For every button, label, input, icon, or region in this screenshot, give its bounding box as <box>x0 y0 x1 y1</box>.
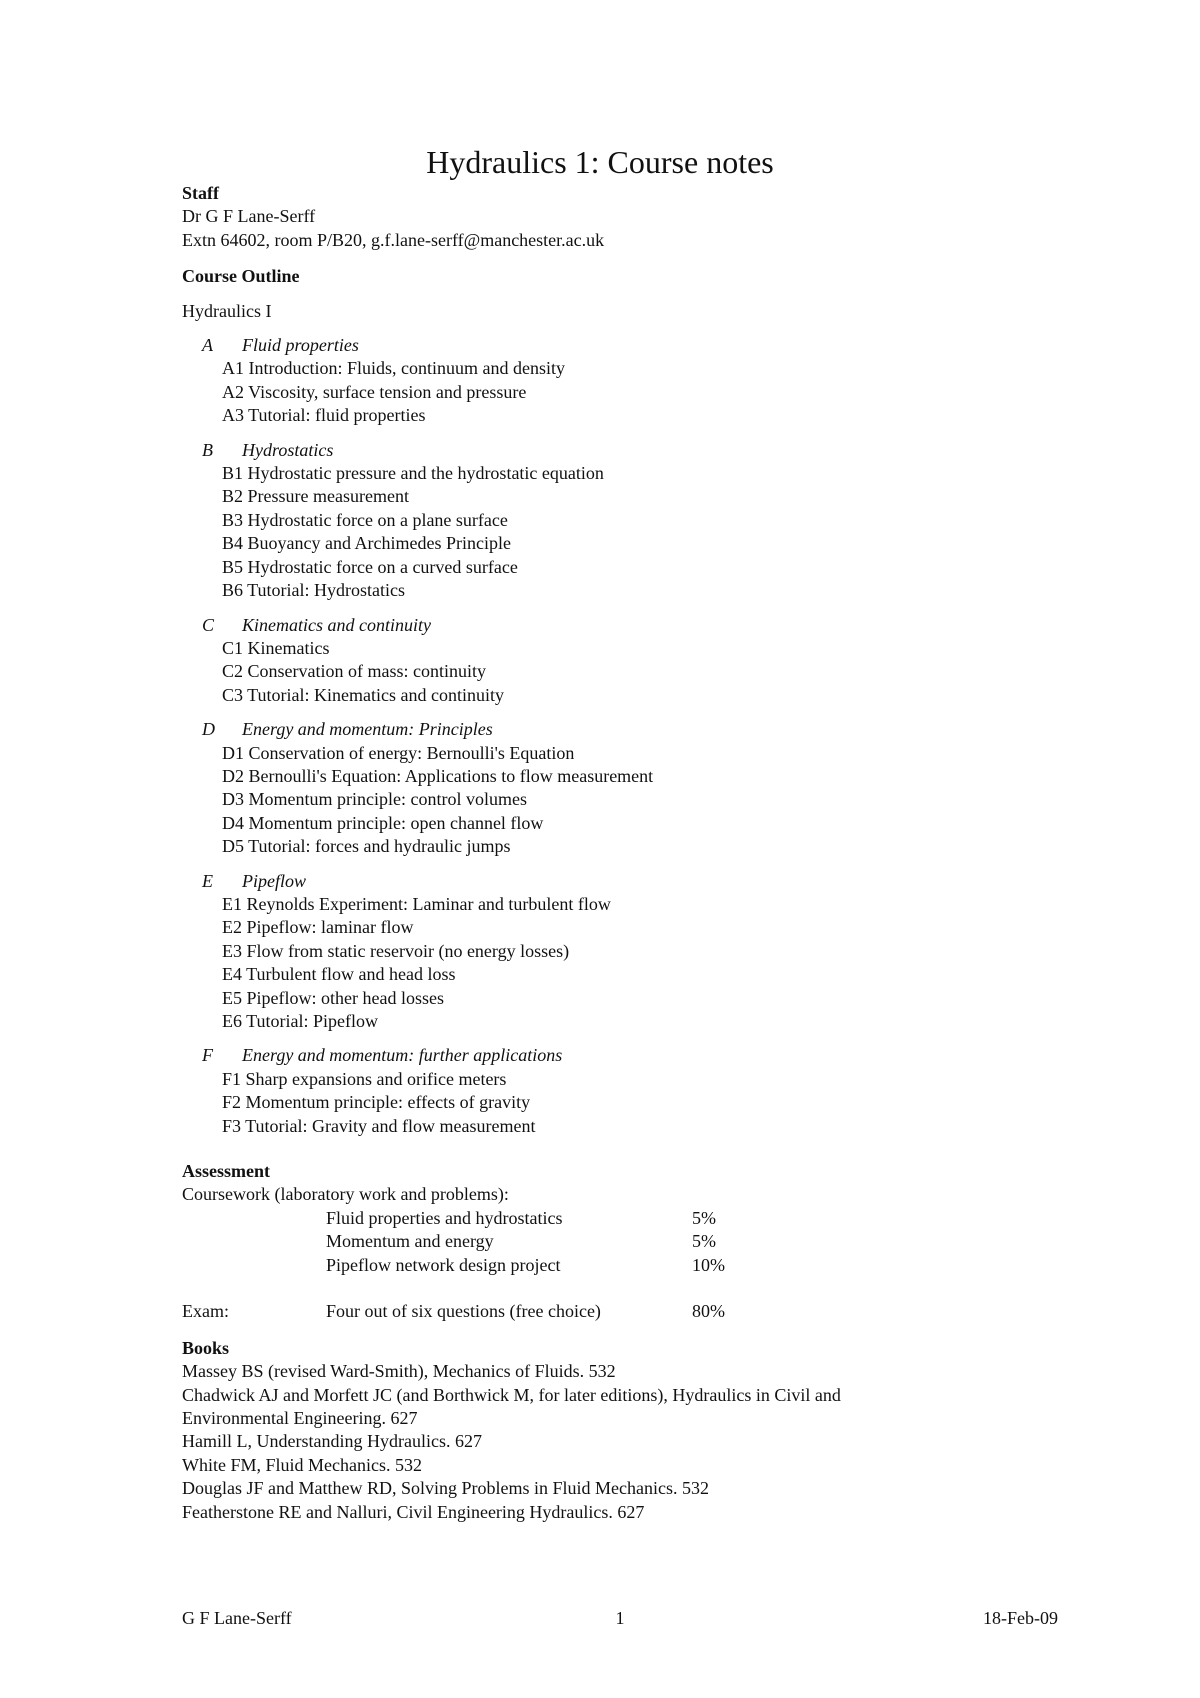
list-item: F2 Momentum principle: effects of gravity <box>222 1092 531 1113</box>
topic-block <box>182 870 1082 1034</box>
list-item: B2 Pressure measurement <box>222 486 409 507</box>
document-body <box>182 182 1082 1524</box>
list-item: F1 Sharp expansions and orifice meters <box>222 1068 507 1089</box>
topic-block <box>182 1044 1082 1138</box>
staff-contact: Extn 64602, room P/B20, g.f.lane-serff@manchester.ac.uk <box>182 229 605 250</box>
assessment-item: Momentum and energy <box>326 1231 494 1252</box>
topic-letter: B <box>202 439 213 460</box>
book-line: Hamill L, Understanding Hydraulics. 627 <box>182 1431 482 1452</box>
table-row <box>182 1254 772 1277</box>
footer-page-number: 1 <box>615 1608 625 1628</box>
topic-heading <box>182 439 1082 462</box>
topic-title: Pipeflow <box>242 870 306 891</box>
topic-heading <box>182 1044 1082 1067</box>
exam-label: Exam: <box>182 1301 229 1322</box>
table-row <box>182 1300 772 1323</box>
list-item: D4 Momentum principle: open channel flow <box>222 812 544 833</box>
list-item: E5 Pipeflow: other head losses <box>222 987 444 1008</box>
topic-letter: F <box>202 1045 213 1066</box>
list-item: B4 Buoyancy and Archimedes Principle <box>222 533 511 554</box>
books-heading: Books <box>182 1337 230 1358</box>
outline-heading: Course Outline <box>182 266 300 287</box>
list-item: E1 Reynolds Experiment: Laminar and turbulent flow <box>222 893 611 914</box>
assessment-weight: 5% <box>692 1207 716 1228</box>
footer-author: G F Lane-Serff <box>182 1608 292 1628</box>
topic-letter: C <box>202 614 215 635</box>
book-line: Douglas JF and Matthew RD, Solving Problems in Fluid Mechanics. 532 <box>182 1478 709 1499</box>
book-line: Massey BS (revised Ward-Smith), Mechanics of Fluids. 532 <box>182 1361 616 1382</box>
topic-title: Hydrostatics <box>242 439 334 460</box>
topic-heading <box>182 870 1082 893</box>
assessment-table <box>182 1207 772 1324</box>
list-item: D1 Conservation of energy: Bernoulli's Equation <box>222 742 575 763</box>
staff-name: Dr G F Lane-Serff <box>182 206 316 227</box>
list-item: A2 Viscosity, surface tension and pressure <box>222 381 527 402</box>
table-row <box>182 1207 772 1230</box>
topic-block <box>182 439 1082 603</box>
list-item: E6 Tutorial: Pipeflow <box>222 1011 379 1031</box>
topic-heading <box>182 334 1082 357</box>
table-row <box>182 1230 772 1253</box>
list-item: C3 Tutorial: Kinematics and continuity <box>222 684 504 705</box>
topic-letter: E <box>202 870 213 891</box>
topic-heading <box>182 614 1082 637</box>
page-footer <box>182 1608 1058 1632</box>
list-item: B1 Hydrostatic pressure and the hydrostatic equation <box>222 463 604 484</box>
list-item: E4 Turbulent flow and head loss <box>222 964 456 985</box>
list-item: B3 Hydrostatic force on a plane surface <box>222 509 508 530</box>
list-item: E2 Pipeflow: laminar flow <box>222 917 414 938</box>
assessment-item: Fluid properties and hydrostatics <box>326 1207 563 1228</box>
list-item: C2 Conservation of mass: continuity <box>222 661 486 682</box>
assessment-weight: 10% <box>692 1254 725 1275</box>
list-item: F3 Tutorial: Gravity and flow measurement <box>222 1115 536 1136</box>
topic-title: Fluid properties <box>242 335 359 356</box>
list-item: C1 Kinematics <box>222 637 330 658</box>
staff-heading: Staff <box>182 183 219 203</box>
list-item: A1 Introduction: Fluids, continuum and density <box>222 358 565 379</box>
assessment-weight: 5% <box>692 1231 716 1252</box>
list-item: A3 Tutorial: fluid properties <box>222 405 426 426</box>
book-line: Chadwick AJ and Morfett JC (and Borthwick M, for later editions), Hydraulics in Civil and <box>182 1384 841 1405</box>
assessment-item: Pipeflow network design project <box>326 1254 561 1275</box>
topic-block <box>182 718 1082 858</box>
assessment-heading: Assessment <box>182 1161 270 1182</box>
topic-heading <box>182 718 1082 741</box>
topic-block <box>182 334 1082 428</box>
list-item: E3 Flow from static reservoir (no energy losses) <box>222 940 570 961</box>
topic-title: Energy and momentum: further applications <box>242 1045 563 1066</box>
exam-item: Four out of six questions (free choice) <box>326 1301 601 1322</box>
topic-list <box>182 334 1082 1138</box>
topic-letter: A <box>202 335 213 356</box>
exam-weight: 80% <box>692 1301 725 1322</box>
footer-date: 18-Feb-09 <box>983 1608 1058 1628</box>
topic-title: Energy and momentum: Principles <box>242 719 493 740</box>
list-item: D2 Bernoulli's Equation: Applications to flow measurement <box>222 765 654 786</box>
topic-letter: D <box>202 719 215 740</box>
list-item: D5 Tutorial: forces and hydraulic jumps <box>222 836 511 857</box>
list-item: D3 Momentum principle: control volumes <box>222 789 527 810</box>
page-title: Hydraulics 1: Course notes <box>426 144 774 180</box>
book-line: Featherstone RE and Nalluri, Civil Engineering Hydraulics. 627 <box>182 1501 645 1522</box>
book-line: White FM, Fluid Mechanics. 532 <box>182 1454 422 1475</box>
list-item: B6 Tutorial: Hydrostatics <box>222 580 406 601</box>
list-item: B5 Hydrostatic force on a curved surface <box>222 556 518 577</box>
topic-block <box>182 614 1082 708</box>
topic-title: Kinematics and continuity <box>242 614 431 635</box>
book-line: Environmental Engineering. 627 <box>182 1408 418 1429</box>
coursework-label: Coursework (laboratory work and problems): <box>182 1184 509 1205</box>
course-name: Hydraulics I <box>182 300 272 321</box>
